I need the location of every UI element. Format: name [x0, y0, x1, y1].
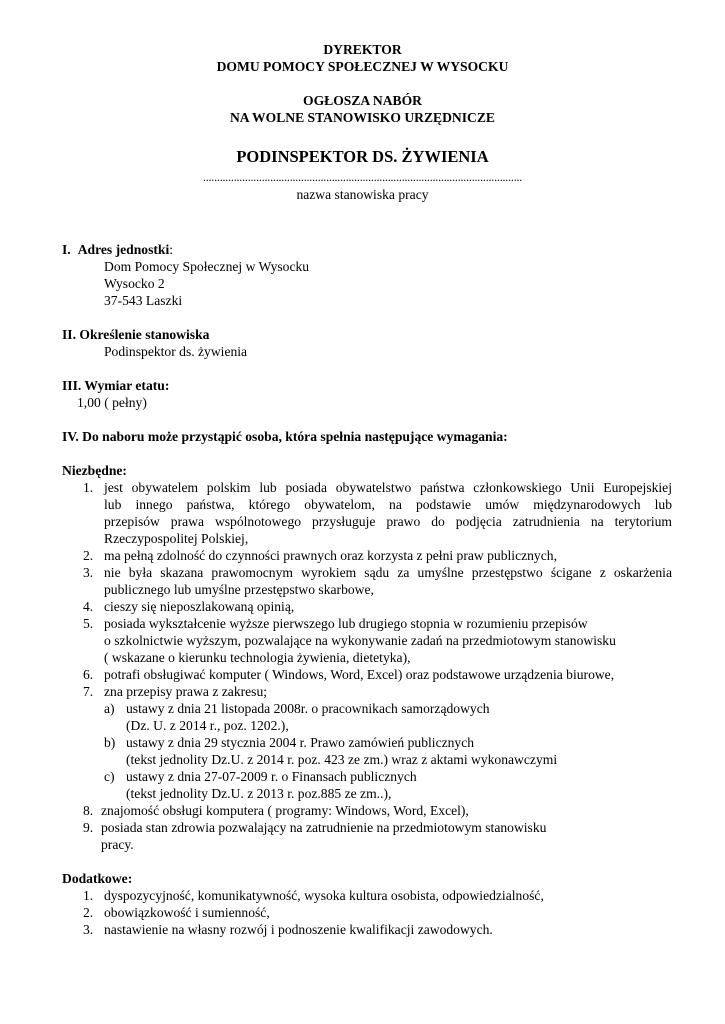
required-num-4: 4. — [83, 599, 94, 614]
section-2-value: Podinspektor ds. żywienia — [104, 344, 248, 359]
section-2-heading — [62, 326, 209, 343]
sub-b-line-2: (tekst jednolity Dz.U. z 2014 r. poz. 423 ze zm.) wraz z aktami wykonawczymi — [126, 752, 558, 767]
address-line-3: 37-543 Laszki — [104, 293, 183, 308]
sub-c-line-1: ustawy z dnia 27-07-2009 r. o Finansach publicznych — [126, 769, 417, 784]
position-title: PODINSPEKTOR DS. ŻYWIENIA — [236, 147, 489, 166]
required-5-line-2: o szkolnictwie wyższym, pozwalające na wykonywanie zadań na przedmiotowym stanowisku — [104, 633, 616, 648]
address-line-2: Wysocko 2 — [104, 276, 165, 291]
additional-num-3: 3. — [83, 922, 94, 937]
required-7-line-1: zna przepisy prawa z zakresu; — [104, 684, 268, 699]
section-2-title: . Określenie stanowiska — [72, 327, 210, 342]
section-1-number: I. — [62, 242, 71, 257]
sub-a-line-2: (Dz. U. z 2014 r., poz. 1202.), — [126, 718, 289, 733]
dotted-line: .................................................................................................................. — [202, 170, 523, 184]
additional-3-text: nastawienie na własny rozwój i podnoszenie kwalifikacji zawodowych. — [104, 922, 493, 937]
section-1-heading — [62, 241, 173, 258]
required-num-8: 8. — [83, 803, 94, 818]
required-1-line-2: lub innego państwa, którego obywatelom, na podstawie umów międzynarodowych lub — [104, 497, 672, 512]
required-num-2: 2. — [83, 548, 94, 563]
sub-a-letter: a) — [104, 701, 115, 716]
section-3-value: 1,00 ( pełny) — [77, 395, 147, 410]
section-1-title: Adres jednostki — [77, 242, 170, 257]
required-label: Niezbędne: — [62, 463, 127, 478]
required-9-line-1: posiada stan zdrowia pozwalający na zatrudnienie na przedmiotowym stanowisku — [101, 820, 547, 835]
required-2-line-1: ma pełną zdolność do czynności prawnych oraz korzysta z pełni praw publicznych, — [104, 548, 557, 563]
required-9-line-2: pracy. — [101, 837, 134, 852]
header-vacancy: NA WOLNE STANOWISKO URZĘDNICZE — [229, 110, 495, 125]
required-1-line-3: przepisów prawa wspólnotowego przysługuje prawo do podjęcia zatrudnienia na terytorium — [104, 514, 672, 529]
required-3-line-2: publicznego lub umyślne przestępstwo skarbowe, — [104, 582, 374, 597]
sub-b-letter: b) — [104, 735, 116, 750]
required-5-line-3: ( wskazane o kierunku technologia żywienia, dietetyka), — [104, 650, 411, 665]
additional-label: Dodatkowe: — [62, 871, 133, 886]
required-6-line-1: potrafi obsługiwać komputer ( Windows, Word, Excel) oraz podstawowe urządzenia biurowe, — [104, 667, 615, 682]
additional-num-2: 2. — [83, 905, 94, 920]
address-line-1: Dom Pomocy Społecznej w Wysocku — [104, 259, 310, 274]
required-num-1: 1. — [83, 480, 94, 495]
required-5-line-1: posiada wykształcenie wyższe pierwszego lub drugiego stopnia w rozumieniu przepisów — [104, 616, 588, 631]
required-4-line-1: cieszy się nieposzlakowaną opinią, — [104, 599, 295, 614]
sub-c-line-2: (tekst jednolity Dz.U. z 2013 r. poz.885 ze zm..), — [126, 786, 392, 801]
additional-num-1: 1. — [83, 888, 94, 903]
additional-1-text: dyspozycyjność, komunikatywność, wysoka kultura osobista, odpowiedzialność, — [104, 888, 544, 903]
required-8-line-1: znajomość obsługi komputera ( programy: Windows, Word, Excel), — [101, 803, 469, 818]
header-director: DYREKTOR — [323, 42, 402, 57]
sub-c-letter: c) — [104, 769, 115, 784]
sub-a-line-1: ustawy z dnia 21 listopada 2008r. o pracownikach samorządowych — [126, 701, 490, 716]
required-num-6: 6. — [83, 667, 94, 682]
header-announces: OGŁOSZA NABÓR — [303, 93, 422, 108]
additional-2-text: obowiązkowość i sumienność, — [104, 905, 270, 920]
required-num-7: 7. — [83, 684, 94, 699]
required-num-9: 9. — [83, 820, 94, 835]
required-1-line-1: jest obywatelem polskim lub posiada obywatelstwo państwa członkowskiego Unii Europejskiej — [104, 480, 672, 495]
section-2-number: II — [62, 327, 73, 342]
section-1-colon: : — [169, 242, 174, 257]
section-3-heading: III. Wymiar etatu: — [62, 378, 170, 393]
required-3-line-1: nie była skazana prawomocnym wyrokiem sądu za umyślne przestępstwo ścigane z oskarżenia — [104, 565, 672, 580]
header-institution: DOMU POMOCY SPOŁECZNEJ W WYSOCKU — [216, 59, 509, 74]
required-num-3: 3. — [83, 565, 94, 580]
required-1-line-4: Rzeczypospolitej Polskiej, — [104, 531, 249, 546]
section-4-heading: IV. Do naboru może przystąpić osoba, która spełnia następujące wymagania: — [62, 429, 508, 444]
position-caption: nazwa stanowiska pracy — [296, 187, 429, 202]
required-num-5: 5. — [83, 616, 94, 631]
sub-b-line-1: ustawy z dnia 29 stycznia 2004 r. Prawo zamówień publicznych — [126, 735, 475, 750]
